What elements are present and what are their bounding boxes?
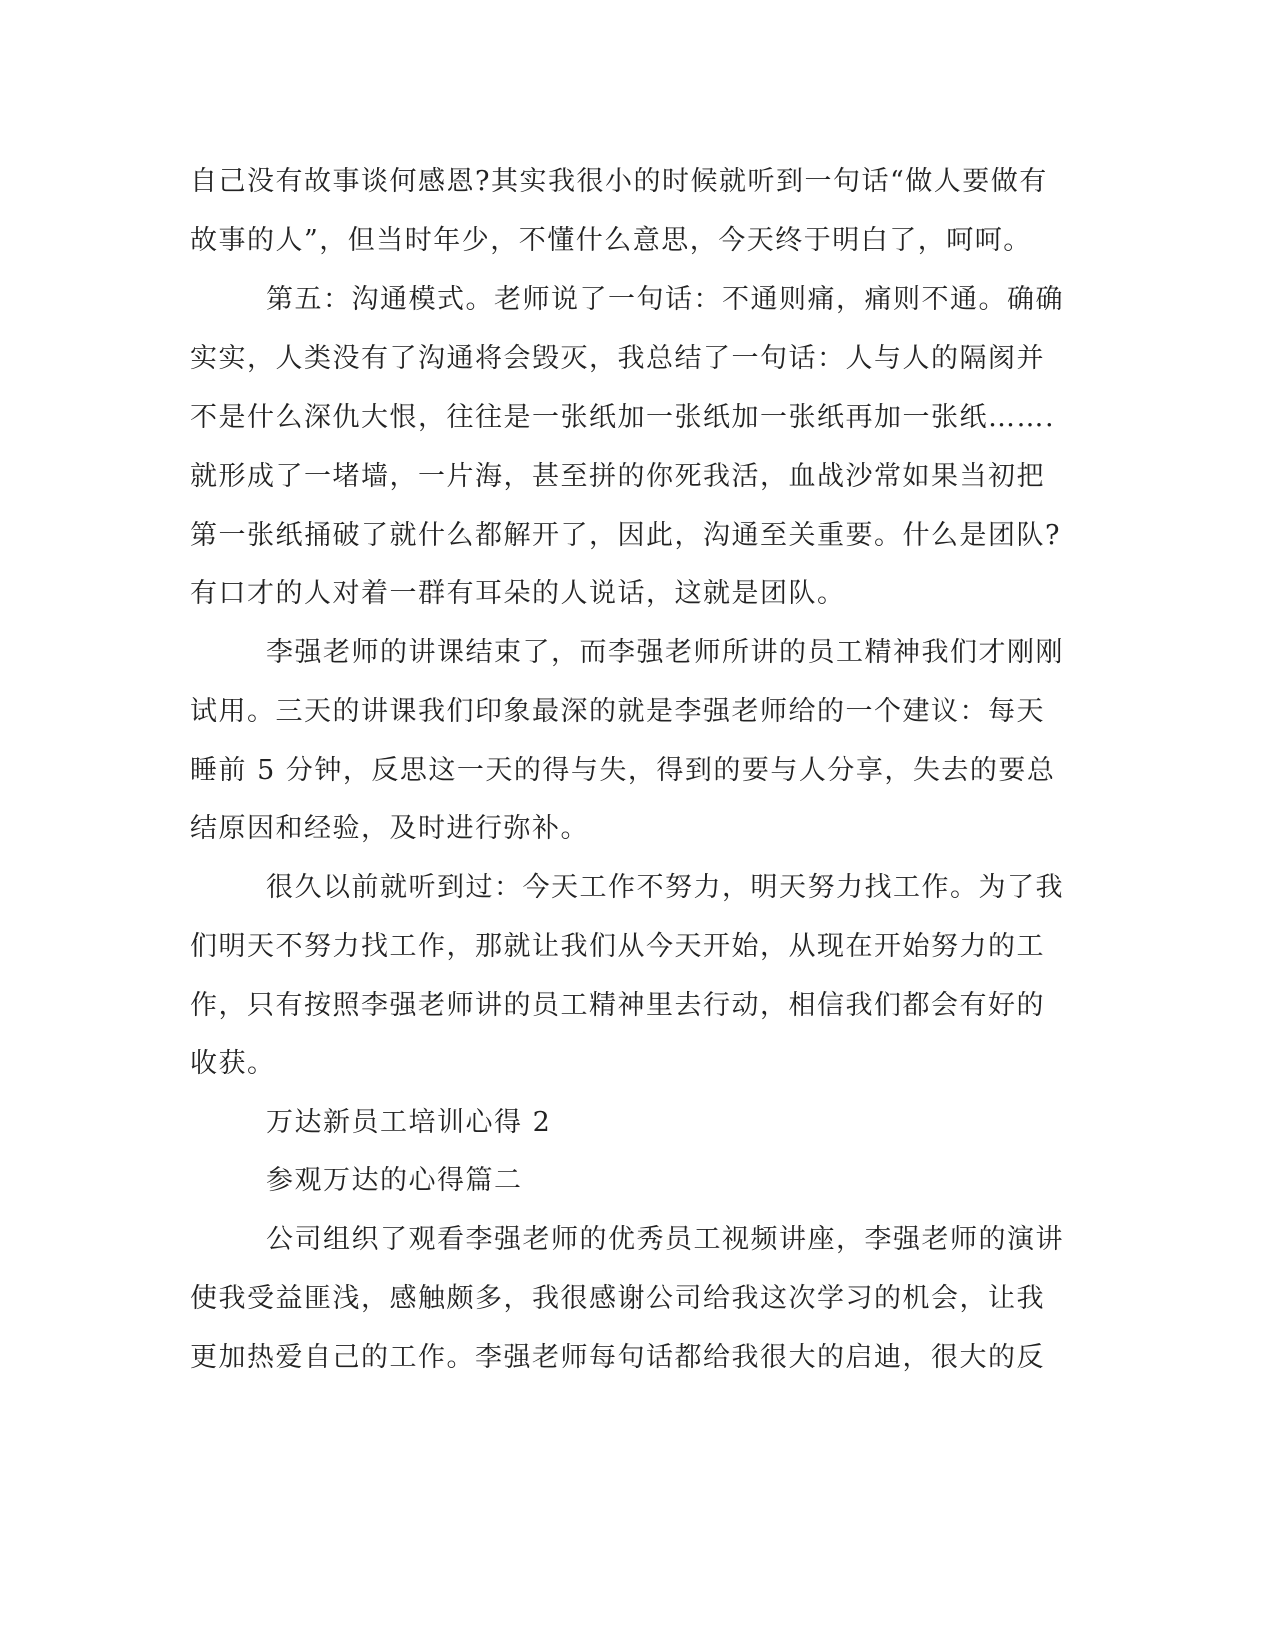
- text-line: 第一张纸捅破了就什么都解开了，因此，沟通至关重要。什么是团队?: [190, 520, 1061, 551]
- text-line: 有口才的人对着一群有耳朵的人说话，这就是团队。: [190, 578, 846, 609]
- paragraph-start-line: 很久以前就听到过：今天工作不努力，明天努力找工作。为了我: [266, 872, 1064, 903]
- text-line: 试用。三天的讲课我们印象最深的就是李强老师给的一个建议：每天: [190, 696, 1045, 727]
- text-line: 自己没有故事谈何感恩?其实我很小的时候就听到一句话“做人要做有: [190, 166, 1048, 197]
- paragraph-start-line: 李强老师的讲课结束了，而李强老师所讲的员工精神我们才刚刚: [266, 637, 1064, 668]
- text-line: 收获。: [190, 1048, 276, 1079]
- section-heading: 万达新员工培训心得 2: [266, 1107, 552, 1138]
- section-subheading: 参观万达的心得篇二: [266, 1165, 523, 1196]
- text-line: 们明天不努力找工作，那就让我们从今天开始，从现在开始努力的工: [190, 931, 1045, 962]
- text-line: 实实，人类没有了沟通将会毁灭，我总结了一句话：人与人的隔阂并: [190, 343, 1045, 374]
- text-line: 就形成了一堵墙，一片海，甚至拼的你死我活，血战沙常如果当初把: [190, 461, 1045, 492]
- text-line: 作，只有按照李强老师讲的员工精神里去行动，相信我们都会有好的: [190, 990, 1045, 1021]
- text-line: 结原因和经验，及时进行弥补。: [190, 813, 589, 844]
- paragraph-start-line: 第五：沟通模式。老师说了一句话：不通则痛，痛则不通。确确: [266, 284, 1064, 315]
- text-line: 故事的人”，但当时年少，不懂什么意思，今天终于明白了，呵呵。: [190, 225, 1032, 256]
- text-line: 使我受益匪浅，感触颇多，我很感谢公司给我这次学习的机会，让我: [190, 1283, 1045, 1314]
- text-line: 不是什么深仇大恨，往往是一张纸加一张纸加一张纸再加一张纸…….: [190, 402, 1056, 433]
- text-line: 睡前 5 分钟，反思这一天的得与失，得到的要与人分享，失去的要总: [190, 755, 1056, 786]
- text-line: 更加热爱自己的工作。李强老师每句话都给我很大的启迪，很大的反: [190, 1342, 1045, 1373]
- paragraph-start-line: 公司组织了观看李强老师的优秀员工视频讲座，李强老师的演讲: [266, 1224, 1064, 1255]
